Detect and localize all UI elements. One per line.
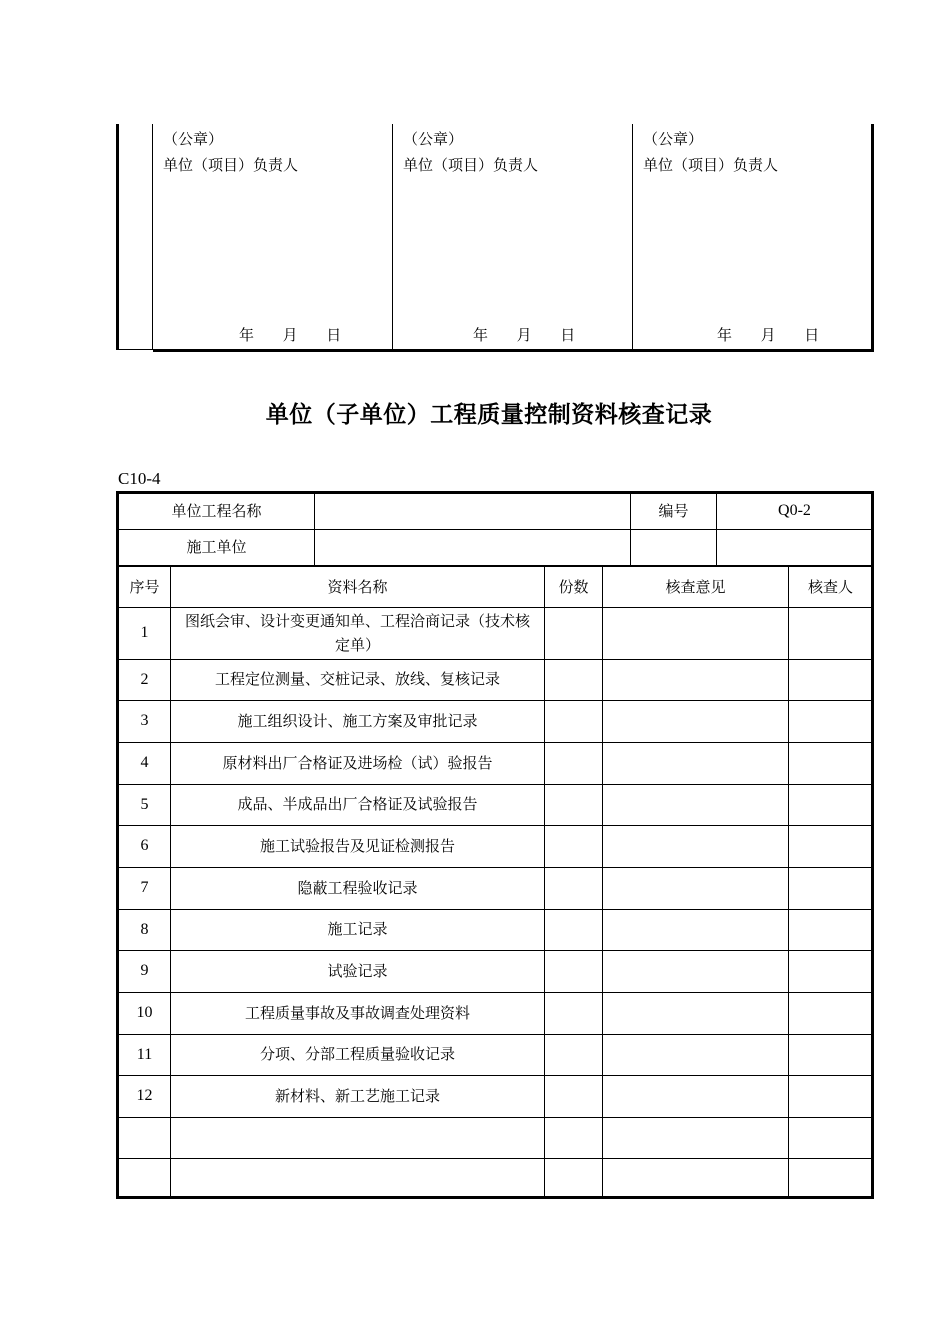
- row-name: 工程定位测量、交桩记录、放线、复核记录: [214, 670, 500, 689]
- column-header-seq: 序号: [129, 577, 160, 596]
- column-header-copies: 份数: [558, 577, 589, 596]
- row-opinion-field[interactable]: [603, 910, 788, 950]
- row-seq: 9: [140, 962, 149, 980]
- row-seq: 4: [140, 754, 149, 772]
- row-checker-field[interactable]: [789, 785, 872, 825]
- grid-line: [119, 1034, 871, 1035]
- row-name: 隐蔽工程验收记录: [297, 878, 418, 897]
- signature-label-column: [119, 124, 153, 350]
- row-seq: 3: [140, 712, 149, 730]
- seal-label: （公章）: [403, 130, 464, 148]
- row-checker-field[interactable]: [789, 951, 872, 992]
- grid-line: [119, 950, 871, 951]
- row-opinion-field[interactable]: [603, 993, 788, 1034]
- number-label: 编号: [658, 501, 689, 520]
- project-name-field[interactable]: [315, 494, 630, 529]
- row-opinion-field[interactable]: [603, 951, 788, 992]
- column-header-checker: 核查人: [807, 577, 853, 596]
- grid-line: [119, 565, 871, 567]
- row-checker-field[interactable]: [789, 1076, 872, 1117]
- row-name: 新材料、新工艺施工记录: [274, 1086, 440, 1105]
- row-opinion-field[interactable]: [603, 1076, 788, 1117]
- row-seq: 5: [140, 795, 149, 813]
- grid-line: [602, 567, 603, 1196]
- row-copies-field[interactable]: [545, 868, 602, 909]
- grid-line: [119, 742, 871, 743]
- grid-line: [788, 567, 789, 1196]
- contractor-label: 施工单位: [186, 537, 247, 556]
- quality-control-table: [116, 491, 874, 1199]
- row-checker-field[interactable]: [789, 701, 872, 742]
- row-opinion-field[interactable]: [603, 785, 788, 825]
- grid-line: [119, 529, 871, 530]
- row-opinion-field[interactable]: [603, 826, 788, 867]
- row-seq: [119, 1159, 170, 1196]
- row-name: 施工记录: [327, 920, 388, 939]
- person-in-charge-label: 单位（项目）负责人: [163, 156, 299, 174]
- grid-line: [170, 567, 171, 1196]
- row-copies-field[interactable]: [545, 608, 602, 659]
- row-name: 原材料出厂合格证及进场检（试）验报告: [222, 753, 493, 772]
- row-copies-field[interactable]: [545, 660, 602, 700]
- grid-line: [119, 1158, 871, 1159]
- row-checker-field[interactable]: [789, 910, 872, 950]
- row-name: 分项、分部工程质量验收记录: [259, 1045, 455, 1064]
- signature-block: [116, 124, 874, 352]
- project-name-label: 单位工程名称: [171, 501, 262, 520]
- row-checker-field[interactable]: [789, 826, 872, 867]
- person-in-charge-label: 单位（项目）负责人: [403, 156, 539, 174]
- row-opinion-field[interactable]: [603, 1035, 788, 1075]
- border-right: [871, 124, 874, 350]
- grid-line: [119, 867, 871, 868]
- person-in-charge-label: 单位（项目）负责人: [643, 156, 779, 174]
- row-seq: 12: [136, 1087, 153, 1105]
- row-seq: 7: [140, 879, 149, 897]
- seal-label: （公章）: [163, 130, 224, 148]
- row-checker-field[interactable]: [789, 660, 872, 700]
- border-bottom-thin: [116, 349, 153, 350]
- row-opinion-field[interactable]: [603, 743, 788, 784]
- grid-line: [119, 1117, 871, 1118]
- signature-cell-2: [393, 124, 633, 349]
- row-checker-field[interactable]: [789, 1159, 872, 1196]
- grid-line: [119, 700, 871, 701]
- row-opinion-field[interactable]: [603, 1118, 788, 1158]
- row-name: 图纸会审、设计变更通知单、工程洽商记录（技术核定单）: [184, 612, 530, 654]
- row-checker-field[interactable]: [789, 1035, 872, 1075]
- row-checker-field[interactable]: [789, 608, 872, 659]
- row-opinion-field[interactable]: [603, 660, 788, 700]
- contractor-extra-field[interactable]: [631, 530, 716, 565]
- row-name: [171, 1118, 544, 1158]
- border-bottom: [153, 349, 874, 352]
- signature-cell-3: [633, 124, 871, 349]
- grid-line: [119, 825, 871, 826]
- row-name: [171, 1159, 544, 1196]
- row-copies-field[interactable]: [545, 1118, 602, 1158]
- date-label: 年 月 日: [717, 326, 820, 344]
- row-seq: 1: [140, 624, 149, 642]
- grid-line: [119, 1075, 871, 1076]
- grid-line: [119, 992, 871, 993]
- row-copies-field[interactable]: [545, 743, 602, 784]
- seal-label: （公章）: [643, 130, 704, 148]
- row-copies-field[interactable]: [545, 826, 602, 867]
- row-name: 成品、半成品出厂合格证及试验报告: [237, 795, 478, 814]
- row-checker-field[interactable]: [789, 743, 872, 784]
- column-header-opinion: 核查意见: [665, 577, 726, 596]
- row-copies-field[interactable]: [545, 785, 602, 825]
- grid-line: [544, 567, 545, 1196]
- form-code: C10-4: [118, 469, 161, 488]
- row-seq: 6: [140, 837, 149, 855]
- row-seq: 10: [136, 1004, 153, 1022]
- grid-line: [119, 659, 871, 660]
- date-label: 年 月 日: [473, 326, 576, 344]
- row-copies-field[interactable]: [545, 951, 602, 992]
- date-label: 年 月 日: [239, 326, 342, 344]
- row-opinion-field[interactable]: [603, 608, 788, 659]
- row-opinion-field[interactable]: [603, 1159, 788, 1196]
- row-checker-field[interactable]: [789, 1118, 872, 1158]
- row-name: 施工组织设计、施工方案及审批记录: [237, 711, 478, 730]
- row-copies-field[interactable]: [545, 701, 602, 742]
- grid-line: [119, 607, 871, 608]
- signature-cell-1: [153, 124, 393, 349]
- row-checker-field[interactable]: [789, 868, 872, 909]
- row-checker-field[interactable]: [789, 993, 872, 1034]
- row-copies-field[interactable]: [545, 1035, 602, 1075]
- number-value[interactable]: Q0-2: [778, 502, 811, 520]
- row-opinion-field[interactable]: [603, 868, 788, 909]
- row-copies-field[interactable]: [545, 1159, 602, 1196]
- contractor-extra-value[interactable]: [717, 530, 872, 565]
- row-seq: 2: [140, 670, 149, 688]
- row-copies-field[interactable]: [545, 993, 602, 1034]
- row-copies-field[interactable]: [545, 1076, 602, 1117]
- row-name: 工程质量事故及事故调查处理资料: [244, 1003, 470, 1022]
- row-seq: 8: [140, 920, 149, 938]
- row-copies-field[interactable]: [545, 910, 602, 950]
- row-opinion-field[interactable]: [603, 701, 788, 742]
- row-name: 试验记录: [327, 961, 388, 980]
- row-seq: 11: [136, 1045, 153, 1063]
- grid-line: [716, 494, 717, 566]
- page-title: 单位（子单位）工程质量控制资料核查记录: [265, 402, 713, 428]
- row-name: 施工试验报告及见证检测报告: [259, 836, 455, 855]
- contractor-field[interactable]: [315, 530, 630, 565]
- grid-line: [314, 494, 315, 566]
- grid-line: [630, 494, 631, 566]
- grid-line: [119, 909, 871, 910]
- column-header-name: 资料名称: [327, 577, 388, 596]
- row-seq: [119, 1118, 170, 1158]
- grid-line: [119, 784, 871, 785]
